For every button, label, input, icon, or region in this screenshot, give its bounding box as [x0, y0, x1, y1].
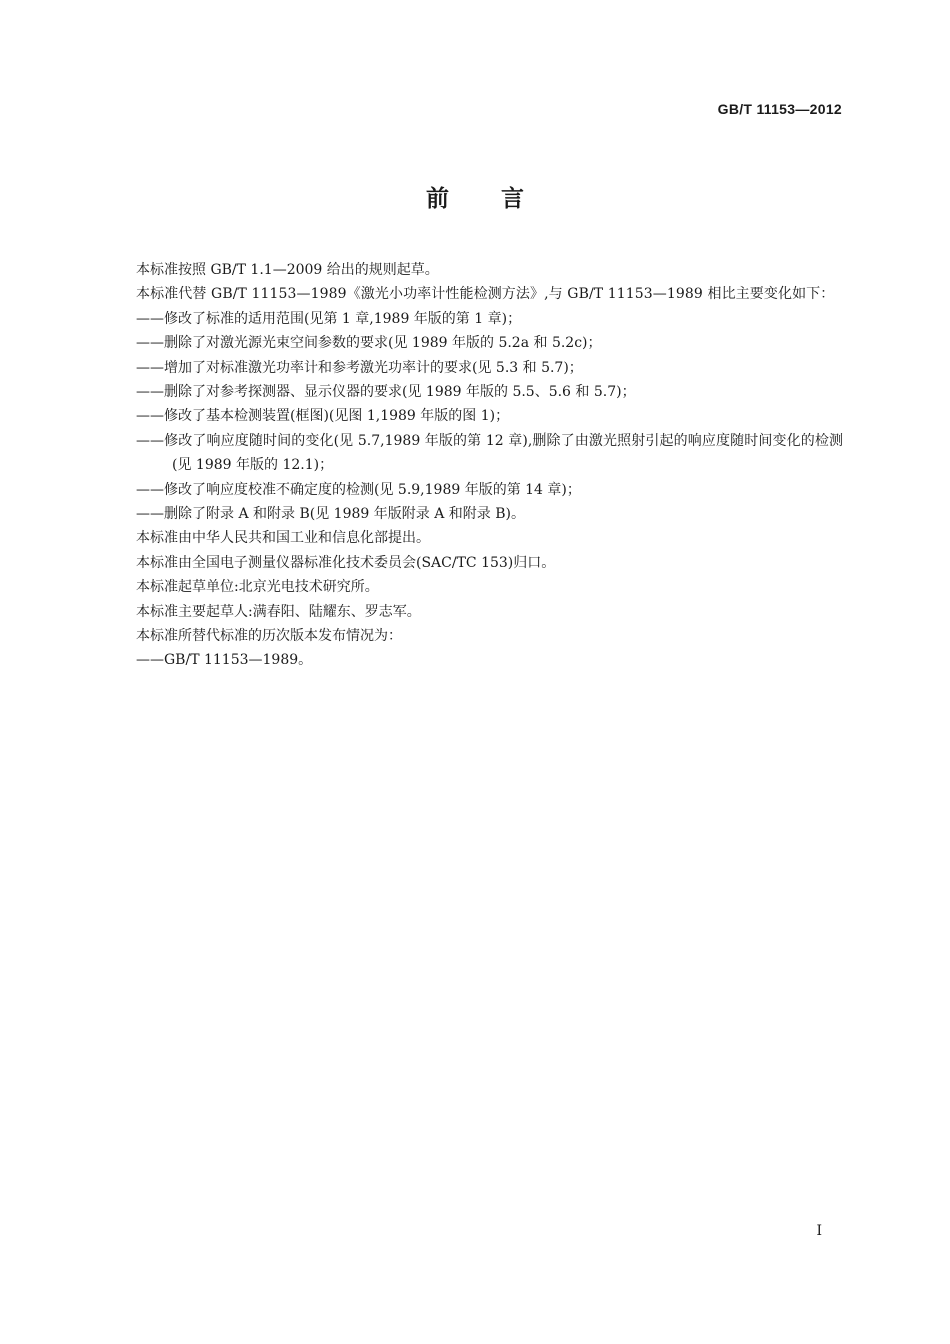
- change-item: ——修改了标准的适用范围(见第 1 章,1989 年版的第 1 章)；: [136, 310, 522, 327]
- change-item: ——删除了对激光源光束空间参数的要求(见 1989 年版的 5.2a 和 5.2c)；: [136, 335, 602, 352]
- standard-number-header: GB/T 11153—2012: [717, 101, 842, 117]
- paragraph: 本标准所替代标准的历次版本发布情况为：: [136, 627, 402, 644]
- paragraph: 本标准代替 GB/T 11153—1989《激光小功率计性能检测方法》,与 GB/T 11153—1989 相比主要变化如下：: [136, 286, 835, 303]
- paragraph: 本标准由全国电子测量仪器标准化技术委员会(SAC/TC 153)归口。: [136, 554, 556, 571]
- change-item: ——删除了对参考探测器、显示仪器的要求(见 1989 年版的 5.5、5.6 和 5.7)；: [136, 383, 636, 400]
- paragraph: 本标准按照 GB/T 1.1—2009 给出的规则起草。: [136, 262, 439, 278]
- paragraph: 本标准由中华人民共和国工业和信息化部提出。: [136, 530, 430, 547]
- paragraph: 本标准主要起草人:满春阳、陆耀东、罗志军。: [136, 603, 421, 620]
- change-item: ——删除了附录 A 和附录 B(见 1989 年版附录 A 和附录 B)。: [136, 505, 525, 522]
- change-item: ——增加了对标准激光功率计和参考激光功率计的要求(见 5.3 和 5.7)；: [136, 359, 583, 376]
- change-item: ——修改了响应度随时间的变化(见 5.7,1989 年版的第 12 章),删除了由激光照射引起的响应度随时间变化的检测(见 1989 年版的 12.1)；: [136, 432, 843, 474]
- document-body: [108, 258, 843, 673]
- page-title: 前言: [426, 186, 576, 212]
- change-item: ——修改了响应度校准不确定度的检测(见 5.9,1989 年版的第 14 章)；: [136, 481, 581, 498]
- change-item: ——修改了基本检测装置(框图)(见图 1,1989 年版的图 1)；: [136, 408, 510, 425]
- page-number: I: [816, 1223, 822, 1239]
- history-item: ——GB/T 11153—1989。: [136, 652, 313, 669]
- paragraph: 本标准起草单位:北京光电技术研究所。: [136, 579, 379, 596]
